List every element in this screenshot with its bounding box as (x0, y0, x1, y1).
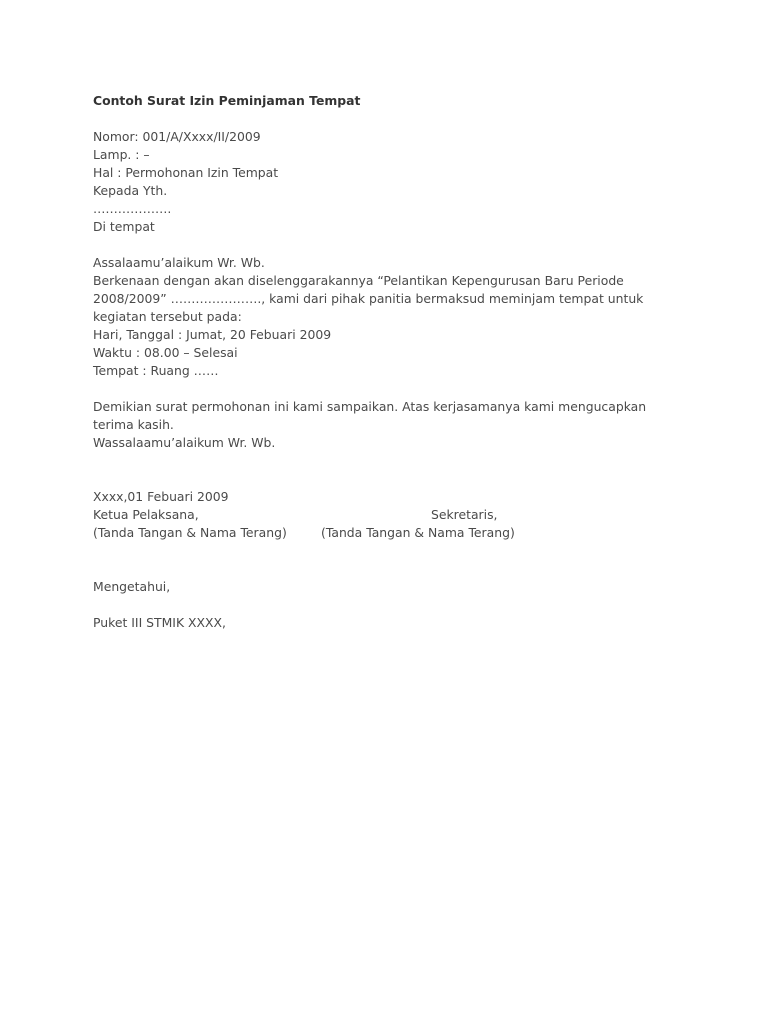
attachment: Lamp. : – (93, 147, 150, 162)
document-title: Contoh Surat Izin Peminjaman Tempat (93, 93, 361, 108)
secretary-signature: (Tanda Tangan & Nama Terang) (321, 525, 515, 540)
subject: Hal : Permohonan Izin Tempat (93, 165, 279, 180)
acknowledged-label: Mengetahui, (93, 579, 171, 594)
addressee-label: Kepada Yth. (93, 183, 168, 198)
event-time: Waktu : 08.00 – Selesai (93, 345, 238, 360)
chairman-signature: (Tanda Tangan & Nama Terang) (93, 525, 287, 540)
approver-label: Puket III STMIK XXXX, (93, 615, 226, 630)
recipient: ………………. (93, 201, 172, 216)
event-place: Tempat : Ruang …… (93, 363, 219, 378)
greeting: Assalaamu’alaikum Wr. Wb. (93, 255, 265, 270)
secretary-label: Sekretaris, (431, 507, 498, 522)
paragraph-line: Berkenaan dengan akan diselenggarakannya “Pelantikan Kepengurusan Baru Periode (93, 273, 624, 288)
farewell: Wassalaamu’alaikum Wr. Wb. (93, 435, 276, 450)
place-date: Xxxx,01 Febuari 2009 (93, 489, 229, 504)
paragraph-line: 2008/2009” …………………., kami dari pihak panitia bermaksud meminjam tempat untuk (93, 291, 644, 306)
chairman-label: Ketua Pelaksana, (93, 507, 199, 522)
paragraph-line: kegiatan tersebut pada: (93, 309, 242, 324)
letter-number: Nomor: 001/A/Xxxx/II/2009 (93, 129, 261, 144)
closing-line: terima kasih. (93, 417, 174, 432)
closing-line: Demikian surat permohonan ini kami sampaikan. Atas kerjasamanya kami mengucapkan (93, 399, 647, 414)
location: Di tempat (93, 219, 155, 234)
event-date: Hari, Tanggal : Jumat, 20 Febuari 2009 (93, 327, 332, 342)
